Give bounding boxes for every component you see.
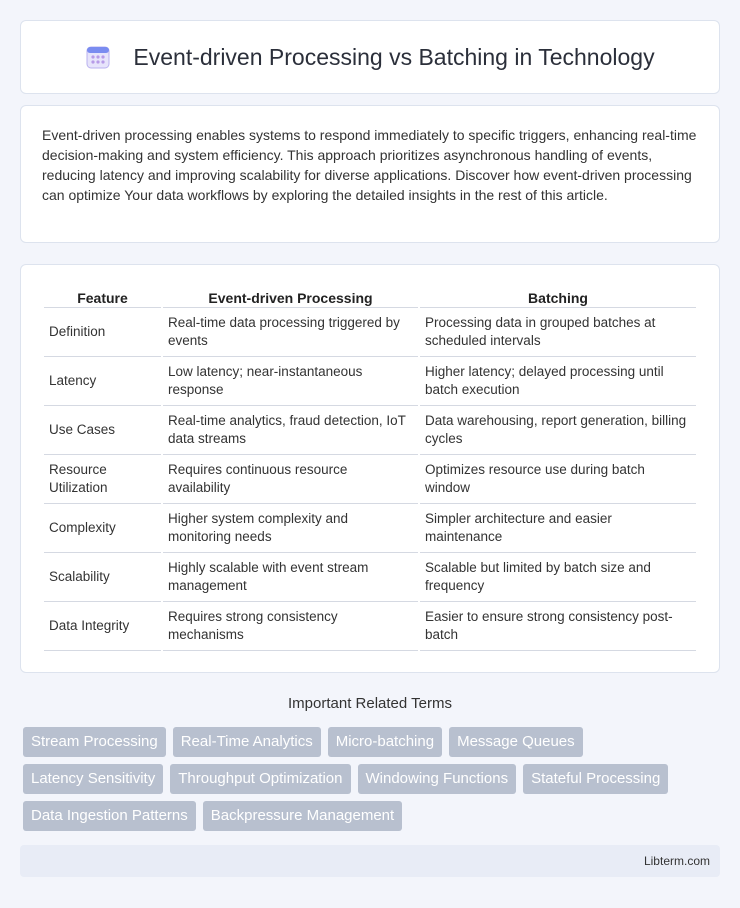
event-driven-cell: Requires strong consistency mechanisms: [163, 602, 418, 651]
comparison-table: [42, 286, 698, 651]
batching-cell: Processing data in grouped batches at scheduled intervals: [420, 308, 696, 357]
table-header-row: [44, 286, 696, 308]
footer-site-link[interactable]: Libterm.com: [643, 854, 710, 868]
table-row: [44, 308, 696, 357]
batching-cell: Simpler architecture and easier maintenance: [420, 504, 696, 553]
related-term-tag[interactable]: Latency Sensitivity: [23, 764, 163, 794]
related-term-tag[interactable]: Windowing Functions: [358, 764, 517, 794]
title-card: [20, 20, 720, 94]
column-header-batching: Batching: [420, 286, 696, 308]
batching-cell: Higher latency; delayed processing until batch execution: [420, 357, 696, 406]
related-term-tag[interactable]: Stateful Processing: [523, 764, 668, 794]
intro-card: [20, 105, 720, 243]
table-row: [44, 553, 696, 602]
table-row: [44, 504, 696, 553]
feature-cell: Complexity: [44, 504, 161, 553]
event-driven-cell: Requires continuous resource availability: [163, 455, 418, 504]
column-header-event-driven: Event-driven Processing: [163, 286, 418, 308]
batching-cell: Optimizes resource use during batch window: [420, 455, 696, 504]
related-term-tag[interactable]: Backpressure Management: [203, 801, 402, 831]
event-driven-cell: Real-time analytics, fraud detection, IoT data streams: [163, 406, 418, 455]
comparison-card: [20, 264, 720, 673]
footer: [20, 845, 720, 877]
table-row: [44, 602, 696, 651]
column-header-feature: Feature: [44, 286, 161, 308]
related-term-tag[interactable]: Stream Processing: [23, 727, 166, 757]
event-driven-cell: Highly scalable with event stream management: [163, 553, 418, 602]
event-driven-cell: Low latency; near-instantaneous response: [163, 357, 418, 406]
feature-cell: Scalability: [44, 553, 161, 602]
intro-paragraph: Event-driven processing enables systems to respond immediately to specific triggers, enhancing real-time decision-making and system efficiency. This approach prioritizes asynchronous handling of events, reducing latency and improving scalability for diverse applications. Discover how event-driven processing can optimize Your data workflows by exploring the detailed insights in the rest of this article.: [42, 127, 697, 203]
feature-cell: Resource Utilization: [44, 455, 161, 504]
table-row: [44, 406, 696, 455]
related-term-tag[interactable]: Real-Time Analytics: [173, 727, 321, 757]
batching-cell: Scalable but limited by batch size and frequency: [420, 553, 696, 602]
event-driven-cell: Higher system complexity and monitoring needs: [163, 504, 418, 553]
batching-cell: Easier to ensure strong consistency post-batch: [420, 602, 696, 651]
table-row: [44, 357, 696, 406]
feature-cell: Latency: [44, 357, 161, 406]
related-terms-list: [23, 727, 723, 838]
feature-cell: Data Integrity: [44, 602, 161, 651]
feature-cell: Use Cases: [44, 406, 161, 455]
related-term-tag[interactable]: Throughput Optimization: [170, 764, 350, 794]
table-row: [44, 455, 696, 504]
related-term-tag[interactable]: Data Ingestion Patterns: [23, 801, 196, 831]
feature-cell: Definition: [44, 308, 161, 357]
event-driven-cell: Real-time data processing triggered by events: [163, 308, 418, 357]
related-term-tag[interactable]: Micro-batching: [328, 727, 442, 757]
page-title: Event-driven Processing vs Batching in Technology: [133, 43, 655, 70]
calendar-icon: [85, 44, 111, 70]
related-terms-heading: Important Related Terms: [288, 695, 452, 712]
batching-cell: Data warehousing, report generation, billing cycles: [420, 406, 696, 455]
related-term-tag[interactable]: Message Queues: [449, 727, 583, 757]
